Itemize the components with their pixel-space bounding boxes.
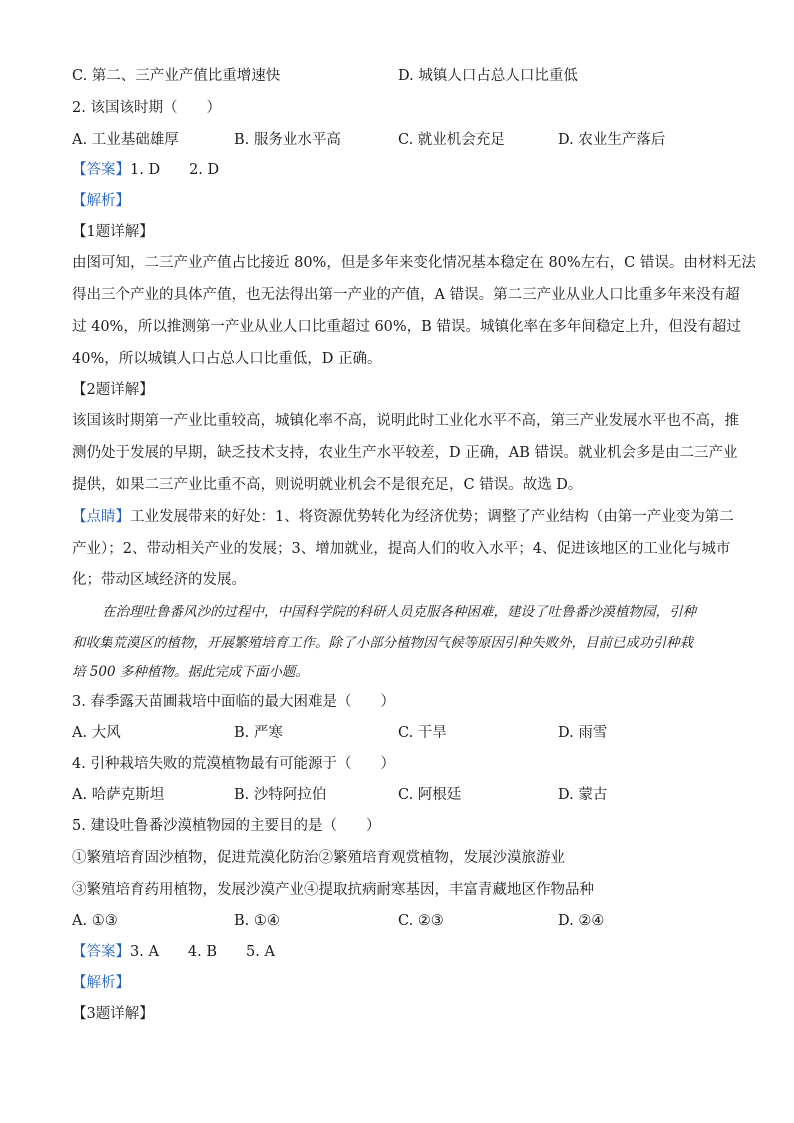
q3-option-b: B. 严寒 — [234, 725, 283, 741]
detail-1-label: 【1题详解】 — [72, 224, 154, 240]
answer-block-2 — [72, 942, 275, 962]
detail-1-line: 由图可知，二三产业产值占比接近 80%，但是多年来变化情况基本稳定在 80%左右，C 错误。由材料无法 — [72, 255, 756, 271]
q3-option-a: A. 大风 — [72, 725, 121, 741]
q4-option-a: A. 哈萨克斯坦 — [72, 787, 165, 803]
q2-option-c: C. 就业机会充足 — [398, 132, 505, 148]
tip-line — [72, 507, 734, 527]
q1-option-c: C. 第二、三产业产值比重增速快 — [72, 68, 281, 84]
q3-options-row — [72, 723, 722, 743]
q4-stem: 4. 引种栽培失败的荒漠植物最有可能源于（ ） — [72, 756, 395, 772]
q2-option-d: D. 农业生产落后 — [558, 132, 666, 148]
detail-2-line: 测仍处于发展的早期，缺乏技术支持，农业生产水平较差，D 正确，AB 错误。就业机会多是由二三产业 — [72, 445, 738, 461]
q5-option-c: C. ②③ — [398, 913, 444, 929]
q2-stem: 2. 该国该时期（ ） — [72, 100, 221, 116]
q4-options-row — [72, 785, 722, 805]
detail-2-line: 提供，如果二三产业比重不高，则说明就业机会不是很充足，C 错误。故选 D。 — [72, 477, 583, 493]
detail-3-label: 【3题详解】 — [72, 1006, 154, 1022]
q5-option-b: B. ①④ — [234, 913, 280, 929]
material-line: 和收集荒漠区的植物，开展繁殖培育工作。除了小部分植物因气候等原因引种失败外，目前已成功引种栽 — [72, 635, 693, 651]
material-line: 培 500 多种植物。据此完成下面小题。 — [72, 664, 309, 680]
answer-block-1 — [72, 160, 219, 180]
detail-1-line: 得出三个产业的具体产值，也无法得出第一产业的产值，A 错误。第二三产业从业人口比重多年来没有超 — [72, 287, 740, 303]
q3-option-d: D. 雨雪 — [558, 725, 608, 741]
q1-option-d: D. 城镇人口占总人口比重低 — [398, 68, 578, 84]
tip-text: 工业发展带来的好处：1、将资源优势转化为经济优势；调整了产业结构（由第一产业变为第二 — [130, 509, 734, 525]
q4-option-c: C. 阿根廷 — [398, 787, 462, 803]
q4-option-b: B. 沙特阿拉伯 — [234, 787, 327, 803]
detail-1-line: 过 40%，所以推测第一产业从业人口比重超过 60%，B 错误。城镇化率在多年间稳定上升，但没有超过 — [72, 319, 741, 335]
detail-1-line: 40%，所以城镇人口占总人口比重低，D 正确。 — [72, 351, 382, 367]
q2-option-a: A. 工业基础雄厚 — [72, 132, 179, 148]
material-line: 在治理吐鲁番风沙的过程中，中国科学院的科研人员克服各种困难，建设了吐鲁番沙漠植物园，引种 — [102, 604, 696, 620]
q5-options-row — [72, 911, 722, 931]
tip-line: 化；带动区域经济的发展。 — [72, 572, 246, 588]
detail-2-label: 【2题详解】 — [72, 382, 154, 398]
answer-text: 3. A 4. B 5. A — [130, 944, 275, 960]
q5-option-a: A. ①③ — [72, 913, 118, 929]
analysis-label: 【解析】 — [72, 193, 130, 209]
q5-option-d: D. ②④ — [558, 913, 605, 929]
answer-tag: 【答案】 — [72, 944, 130, 960]
answer-text: 1. D 2. D — [130, 162, 220, 178]
q3-stem: 3. 春季露天苗圃栽培中面临的最大困难是（ ） — [72, 694, 395, 710]
q4-option-d: D. 蒙古 — [558, 787, 608, 803]
answer-tag: 【答案】 — [72, 162, 130, 178]
detail-2-line: 该国该时期第一产业比重较高，城镇化率不高，说明此时工业化水平不高，第三产业发展水平也不高，推 — [72, 413, 739, 429]
q2-option-b: B. 服务业水平高 — [234, 132, 341, 148]
q5-stem: 5. 建设吐鲁番沙漠植物园的主要目的是（ ） — [72, 818, 381, 834]
q3-option-c: C. 干旱 — [398, 725, 447, 741]
q5-item-line: ③繁殖培育药用植物，发展沙漠产业④提取抗病耐寒基因，丰富青藏地区作物品种 — [72, 882, 594, 898]
q1-options-row — [72, 66, 722, 86]
q5-item-line: ①繁殖培育固沙植物，促进荒漠化防治②繁殖培育观赏植物，发展沙漠旅游业 — [72, 850, 565, 866]
tip-line: 产业）；2、带动相关产业的发展；3、增加就业，提高人们的收入水平；4、促进该地区的工业化与城市 — [72, 541, 731, 557]
tip-tag: 【点睛】 — [72, 509, 130, 525]
q2-options-row — [72, 130, 722, 150]
analysis-label: 【解析】 — [72, 975, 130, 991]
